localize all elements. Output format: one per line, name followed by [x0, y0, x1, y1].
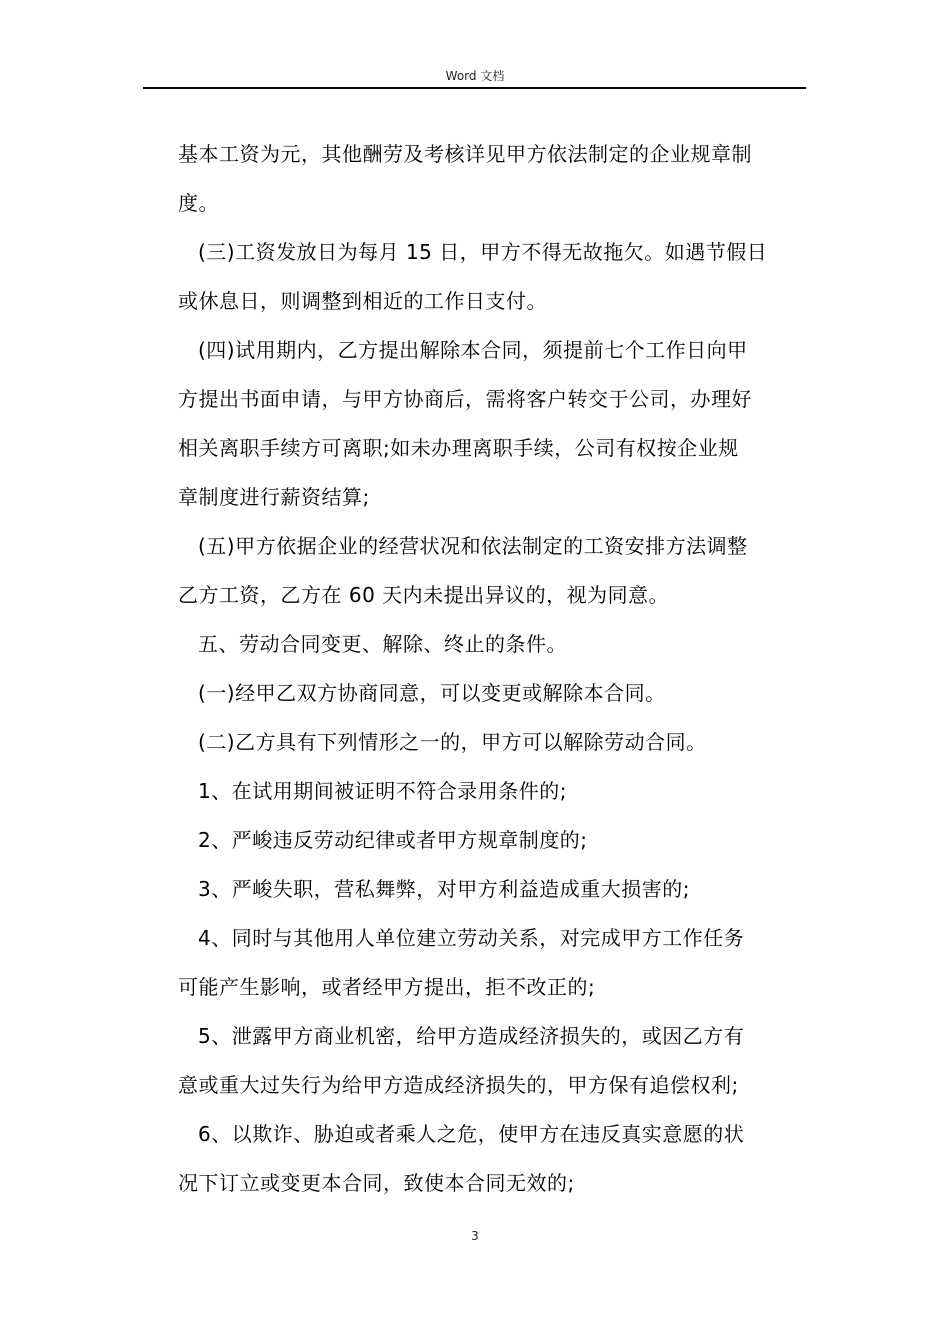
text-line: 相关离职手续方可离职;如未办理离职手续，公司有权按企业规: [178, 436, 739, 460]
text-line: 章制度进行薪资结算;: [178, 485, 370, 509]
text-line: (一)经甲乙双方协商同意，可以变更或解除本合同。: [198, 681, 666, 705]
list-item: 1、在试用期间被证明不符合录用条件的;: [198, 779, 567, 803]
section-heading: 五、劳动合同变更、解除、终止的条件。: [198, 632, 567, 656]
text-line: 意或重大过失行为给甲方造成经济损失的，甲方保有追偿权利;: [178, 1073, 739, 1097]
list-item: 3、严峻失职，营私舞弊，对甲方利益造成重大损害的;: [198, 877, 690, 901]
text-line: (三)工资发放日为每月 15 日，甲方不得无故拖欠。如遇节假日: [198, 240, 768, 264]
text-line: 度。: [178, 191, 219, 215]
text-line: (二)乙方具有下列情形之一的，甲方可以解除劳动合同。: [198, 730, 707, 754]
page-number: 3: [471, 1229, 479, 1243]
document-body: [178, 130, 778, 1208]
text-line: 方提出书面申请，与甲方协商后，需将客户转交于公司，办理好: [178, 387, 752, 411]
text-line: 或休息日，则调整到相近的工作日支付。: [178, 289, 547, 313]
text-line: 可能产生影响，或者经甲方提出，拒不改正的;: [178, 975, 596, 999]
document-header-title: Word 文档: [445, 69, 505, 83]
list-item: 4、同时与其他用人单位建立劳动关系，对完成甲方工作任务: [198, 926, 745, 950]
text-line: (五)甲方依据企业的经营状况和依法制定的工资安排方法调整: [198, 534, 748, 558]
list-item: 6、以欺诈、胁迫或者乘人之危，使甲方在违反真实意愿的状: [198, 1122, 745, 1146]
list-item: 5、泄露甲方商业机密，给甲方造成经济损失的，或因乙方有: [198, 1024, 745, 1048]
text-line: 乙方工资，乙方在 60 天内未提出异议的，视为同意。: [178, 583, 670, 607]
text-line: 基本工资为元，其他酬劳及考核详见甲方依法制定的企业规章制: [178, 142, 752, 166]
text-line: 况下订立或变更本合同，致使本合同无效的;: [178, 1171, 575, 1195]
list-item: 2、严峻违反劳动纪律或者甲方规章制度的;: [198, 828, 588, 852]
text-line: (四)试用期内，乙方提出解除本合同，须提前七个工作日向甲: [198, 338, 748, 362]
header-divider: [143, 87, 806, 89]
